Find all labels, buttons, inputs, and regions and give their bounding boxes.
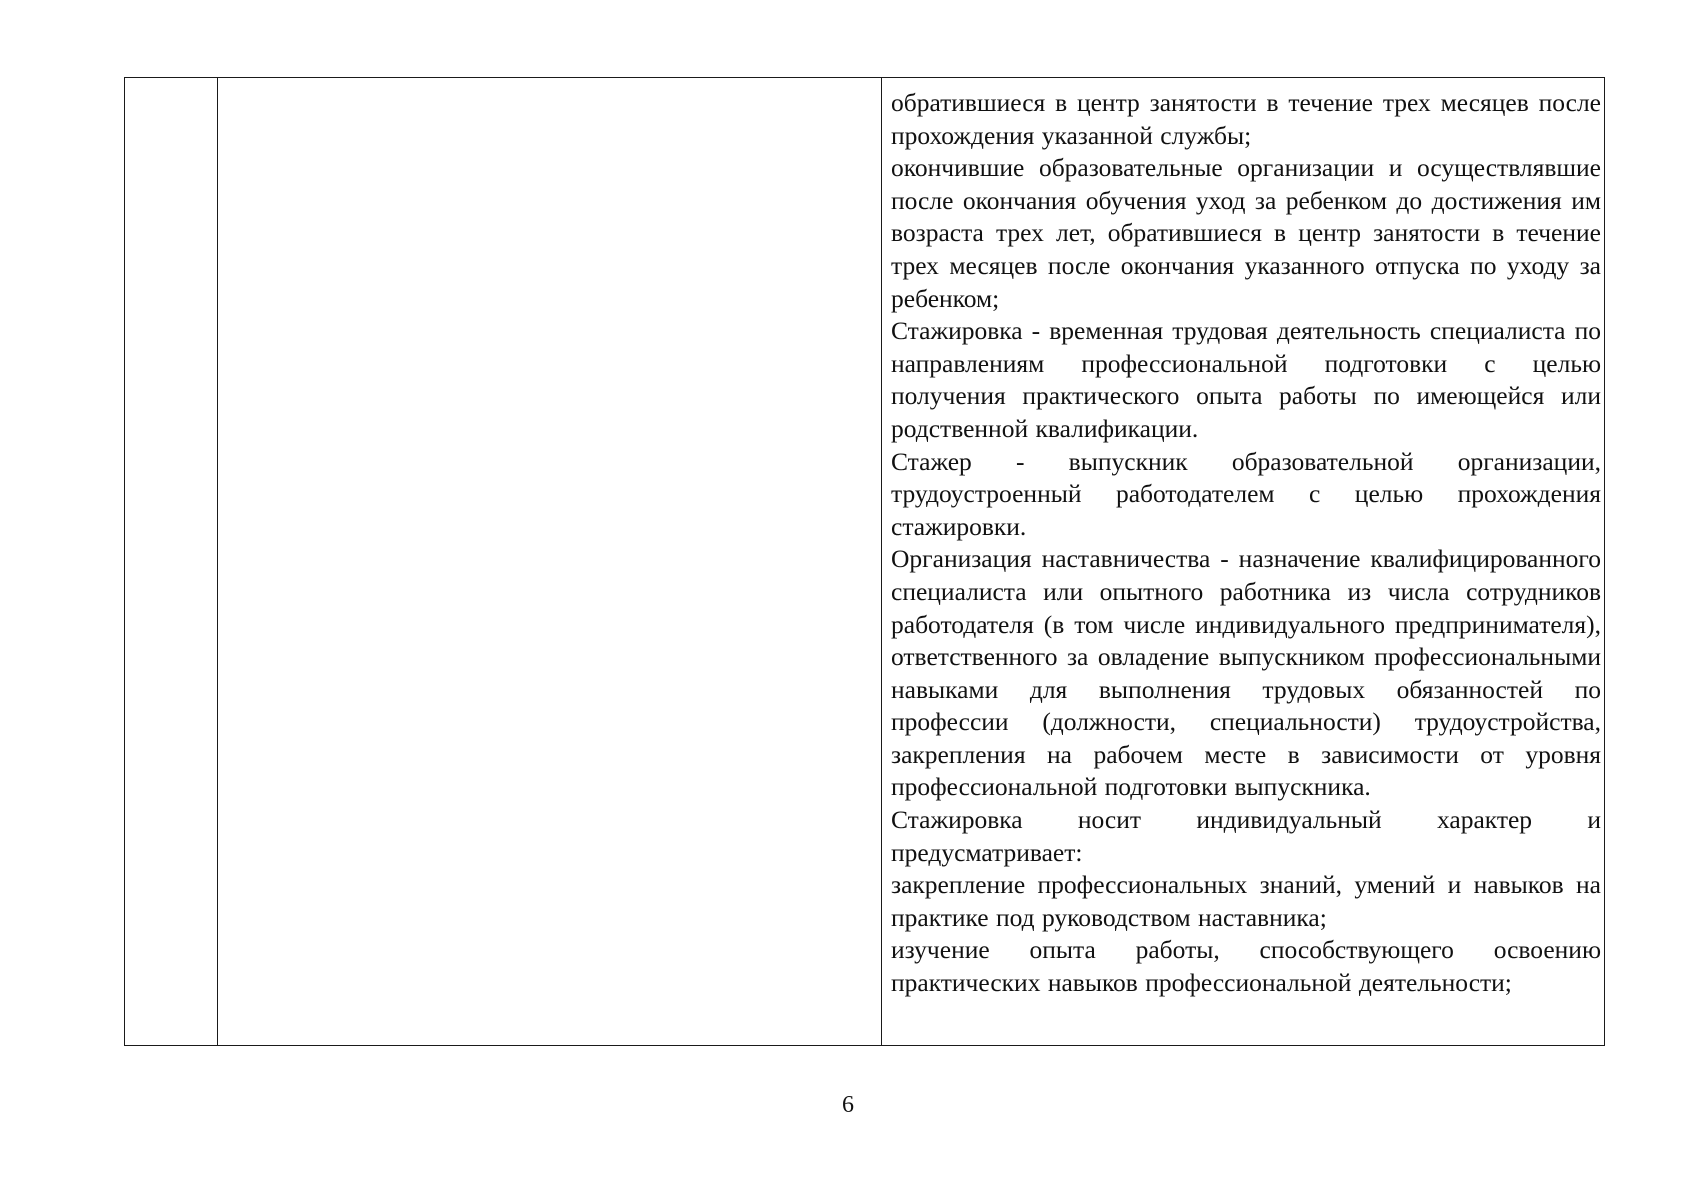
paragraph: обратившиеся в центр занятости в течение трех месяцев после прохождения указанной службы; — [891, 88, 1601, 150]
paragraph: окончившие образовательные организации и осуществлявшие после окончания обучения уход за ребенком до достижения им возраста трех лет, обратившиеся в центр занятости в течение трех месяцев после окончания указанного отпуска по уходу за ребенком; — [891, 153, 1601, 313]
paragraph: изучение опыта работы, способствующего освоению практических навыков профессиональной деятельности; — [891, 935, 1601, 998]
paragraph: закрепление профессиональных знаний, умений и навыков на практике под руководством наставника; — [891, 870, 1601, 932]
table-cell-text — [891, 87, 1601, 1000]
paragraph: Организация наставничества - назначение квалифицированного специалиста или опытного работника из числа сотрудников работодателя (в том числе индивидуального предпринимателя), ответственного за овладение выпускником профессиональными навыками для выполнения трудовых обязанностей по профессии (должности, специальности) трудоустройства, закрепления на рабочем месте в зависимости от уровня профессиональной подготовки выпускника. — [891, 544, 1601, 802]
paragraph: Стажировка носит индивидуальный характер и предусматривает: — [891, 805, 1601, 867]
table-column-divider-1 — [217, 78, 218, 1045]
table-column-divider-2 — [881, 78, 882, 1045]
page-number: 6 — [842, 1092, 854, 1118]
content-table — [124, 77, 1605, 1046]
paragraph: Стажер - выпускник образовательной организации, трудоустроенный работодателем с целью прохождения стажировки. — [891, 446, 1601, 541]
paragraph: Стажировка - временная трудовая деятельность специалиста по направлениям профессиональной подготовки с целью получения практического опыта работы по имеющейся или родственной квалификации. — [891, 316, 1601, 443]
